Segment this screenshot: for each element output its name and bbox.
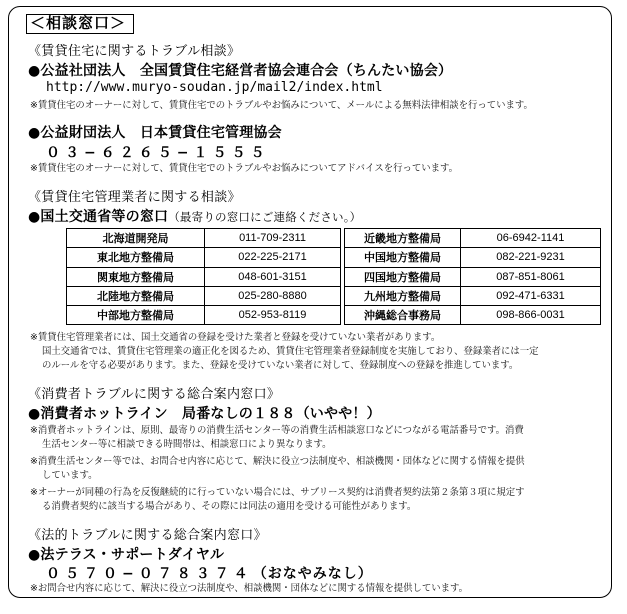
phone-jpm: ０３−６２６５−１５５５ bbox=[46, 145, 270, 161]
page-title: ＜相談窓口＞ bbox=[26, 14, 134, 34]
consumer-note-3: ※消費生活センター等では、お問合せ内容に応じて、解決に役立つ法制度や、相談機関・団体などに関する情報を提供 bbox=[30, 456, 525, 467]
office-phone: 098-866-0031 bbox=[461, 306, 601, 325]
consumer-note-5: ※オーナーが同種の行為を反復継続的に行っていない場合には、サブリース契約は消費者契約法第２条第３項に規定す bbox=[30, 487, 525, 498]
consumer-note-2: 生活センター等に相談できる時間帯は、相談窓口により異なります。 bbox=[42, 439, 332, 450]
org-name-jpm: ●公益財団法人 日本賃貸住宅管理協会 bbox=[28, 125, 282, 141]
section-heading-management: 《賃貸住宅管理業者に関する相談》 bbox=[28, 190, 241, 205]
office-table-left bbox=[66, 228, 341, 325]
office-row bbox=[345, 306, 601, 325]
office-name: 九州地方整備局 bbox=[345, 286, 461, 305]
office-name: 東北地方整備局 bbox=[67, 248, 205, 267]
management-note-1: ※賃貸住宅管理業者には、国土交通省の登録を受けた業者と登録を受けていない業者があります。 bbox=[30, 332, 441, 343]
office-phone: 022-225-2171 bbox=[205, 248, 341, 267]
office-phone: 092-471-6331 bbox=[461, 286, 601, 305]
consumer-note-4: しています。 bbox=[42, 470, 98, 481]
office-phone: 052-953-8119 bbox=[205, 306, 341, 325]
office-phone: 025-280-8880 bbox=[205, 286, 341, 305]
office-name: 中部地方整備局 bbox=[67, 306, 205, 325]
mlit-heading-note: （最寄りの窓口にご連絡ください。） bbox=[168, 210, 362, 224]
houterasu-phone: ０５７０−０７８３７４ bbox=[46, 566, 253, 582]
office-name: 沖縄総合事務局 bbox=[345, 306, 461, 325]
office-row bbox=[67, 229, 341, 248]
section-heading-legal: 《法的トラブルに関する総合案内窓口》 bbox=[28, 528, 267, 543]
section-heading-rental-trouble: 《賃貸住宅に関するトラブル相談》 bbox=[28, 44, 241, 59]
mlit-heading bbox=[28, 206, 361, 226]
office-phone: 082-221-9231 bbox=[461, 248, 601, 267]
section-heading-consumer: 《消費者トラブルに関する総合案内窓口》 bbox=[28, 387, 281, 402]
houterasu-note: ※お問合せ内容に応じて、解決に役立つ法制度や、相談機関・団体などに関する情報を提供しています。 bbox=[30, 583, 468, 594]
note-jpm: ※賃貸住宅のオーナーに対して、賃貸住宅でのトラブルやお悩みについてアドバイスを行っています。 bbox=[30, 163, 458, 174]
houterasu-phone-suffix: （おなやみなし） bbox=[252, 566, 373, 582]
mlit-heading-label: ●国土交通省等の窓口 bbox=[28, 209, 169, 225]
org-name-chintai: ●公益社団法人 全国賃貸住宅経営者協会連合会（ちんたい協会） bbox=[28, 63, 453, 79]
office-row bbox=[67, 286, 341, 305]
houterasu-phone-line bbox=[46, 563, 373, 583]
office-name: 北海道開発局 bbox=[67, 229, 205, 248]
consultation-url-link[interactable]: http://www.muryo-soudan.jp/mail2/index.html bbox=[46, 80, 383, 95]
office-row bbox=[345, 248, 601, 267]
office-name: 近畿地方整備局 bbox=[345, 229, 461, 248]
office-row bbox=[345, 286, 601, 305]
consumer-note-6: る消費者契約に該当する場合があり、その際には同法の適用を受ける可能性があります。 bbox=[42, 501, 417, 512]
office-row bbox=[345, 229, 601, 248]
office-phone: 087-851-8061 bbox=[461, 267, 601, 286]
office-name: 中国地方整備局 bbox=[345, 248, 461, 267]
management-note-3: のルールを守る必要があります。また、登録を受けていない業者に対して、登録制度への登録を推進しています。 bbox=[42, 360, 519, 371]
office-phone: 06-6942-1141 bbox=[461, 229, 601, 248]
note-chintai: ※賃貸住宅のオーナーに対して、賃貸住宅でのトラブルやお悩みについて、メールによる無料法律相談を行っています。 bbox=[30, 100, 533, 111]
office-name: 北陸地方整備局 bbox=[67, 286, 205, 305]
office-name: 関東地方整備局 bbox=[67, 267, 205, 286]
consumer-note-1: ※消費者ホットラインは、原則、最寄りの消費生活センター等の消費生活相談窓口などにつながる電話番号です。消費 bbox=[30, 425, 524, 436]
office-row bbox=[67, 306, 341, 325]
consumer-hotline-name: ●消費者ホットライン 局番なしの１８８（いやや！） bbox=[28, 406, 381, 422]
office-table-right bbox=[344, 228, 601, 325]
office-row bbox=[67, 267, 341, 286]
office-phone: 011-709-2311 bbox=[205, 229, 341, 248]
office-phone: 048-601-3151 bbox=[205, 267, 341, 286]
office-row bbox=[67, 248, 341, 267]
office-row bbox=[345, 267, 601, 286]
office-name: 四国地方整備局 bbox=[345, 267, 461, 286]
management-note-2: 国土交通省では、賃貸住宅管理業の適正化を図るため、賃貸住宅管理業者登録制度を実施しており、登録業者には一定 bbox=[42, 346, 539, 357]
houterasu-name: ●法テラス・サポートダイヤル bbox=[28, 547, 225, 563]
